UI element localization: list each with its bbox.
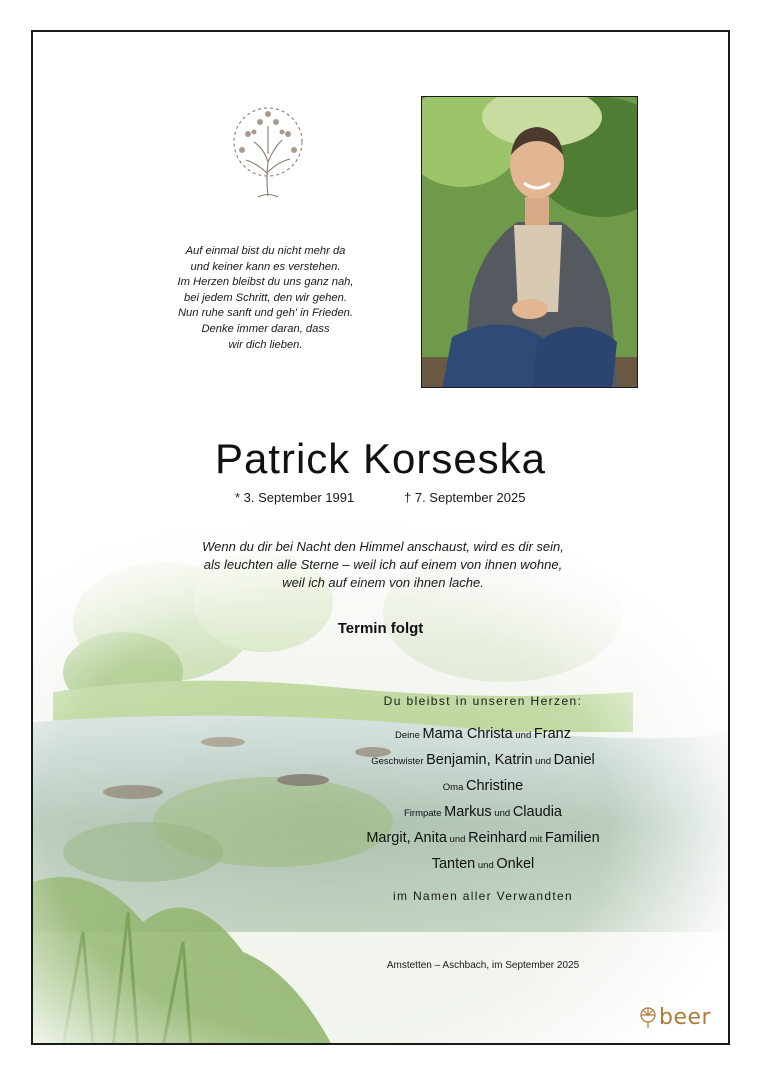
- tree-icon: [218, 104, 318, 204]
- family-row: [323, 856, 643, 872]
- relation-word: Oma: [442, 782, 466, 793]
- poem: [133, 244, 398, 353]
- relative-name: Onkel: [496, 856, 535, 872]
- relation-word: Deine: [395, 730, 423, 741]
- poem-line: Im Herzen bleibst du uns ganz nah,: [177, 276, 354, 289]
- relative-name: Reinhard: [468, 830, 527, 846]
- poem-line: Nun ruhe sanft und geh' in Frieden.: [177, 307, 354, 320]
- relation-word: und: [532, 756, 554, 767]
- relation-word: und: [475, 860, 497, 871]
- relation-word: Firmpate: [404, 808, 445, 819]
- relative-name: Franz: [533, 726, 571, 742]
- relative-name: Daniel: [553, 752, 595, 768]
- parte-frame: [31, 30, 730, 1045]
- family-row: [323, 778, 643, 794]
- termin-note: Termin folgt: [337, 620, 424, 637]
- relation-word: mit: [526, 834, 545, 845]
- poem-line: Auf einmal bist du nicht mehr da: [185, 245, 346, 257]
- relative-name: Claudia: [512, 804, 562, 820]
- family-heading: Du bleibst in unseren Herzen:: [383, 694, 583, 708]
- poem-line: Denke immer daran, dass: [201, 322, 330, 335]
- quote-line: weil ich auf einem von ihnen lache.: [282, 575, 484, 590]
- place-date: Amstetten – Aschbach, im September 2025: [386, 960, 580, 971]
- relation-word: und: [512, 730, 534, 741]
- deceased-name: Patrick Korseska: [214, 435, 547, 482]
- portrait-photo: [421, 96, 638, 388]
- relation-word: und: [491, 808, 513, 819]
- family-row: [323, 726, 643, 742]
- relative-name: Tanten: [431, 856, 476, 872]
- dandelion-icon: [637, 1006, 659, 1028]
- family-row: [323, 752, 643, 768]
- logo-text: beer: [659, 1004, 712, 1030]
- quote-line: Wenn du dir bei Nacht den Himmel anschaust, wird es dir sein,: [202, 539, 564, 554]
- family-footer: im Namen aller Verwandten: [393, 889, 573, 903]
- relative-name: Mama Christa: [422, 726, 513, 742]
- poem-line: und keiner kann es verstehen.: [190, 260, 341, 273]
- quote-line: als leuchten alle Sterne – weil ich auf einem von ihnen wohne,: [203, 557, 563, 572]
- relation-word: Geschwister: [371, 756, 427, 767]
- relative-name: Christine: [466, 778, 524, 794]
- relative-name: Margit, Anita: [366, 830, 447, 846]
- relative-name: Familien: [544, 830, 600, 846]
- poem-line: bei jedem Schritt, den wir gehen.: [184, 291, 347, 304]
- family-row: [323, 830, 643, 846]
- relative-name: Benjamin, Katrin: [426, 752, 533, 768]
- poem-line: wir dich lieben.: [228, 338, 303, 351]
- family-row: [323, 804, 643, 820]
- death-date: † 7. September 2025: [404, 490, 526, 505]
- birth-date: * 3. September 1991: [235, 490, 355, 505]
- beer-logo: [637, 1004, 711, 1030]
- relative-name: Markus: [444, 804, 492, 820]
- quote: [93, 538, 673, 592]
- relation-word: und: [446, 834, 469, 845]
